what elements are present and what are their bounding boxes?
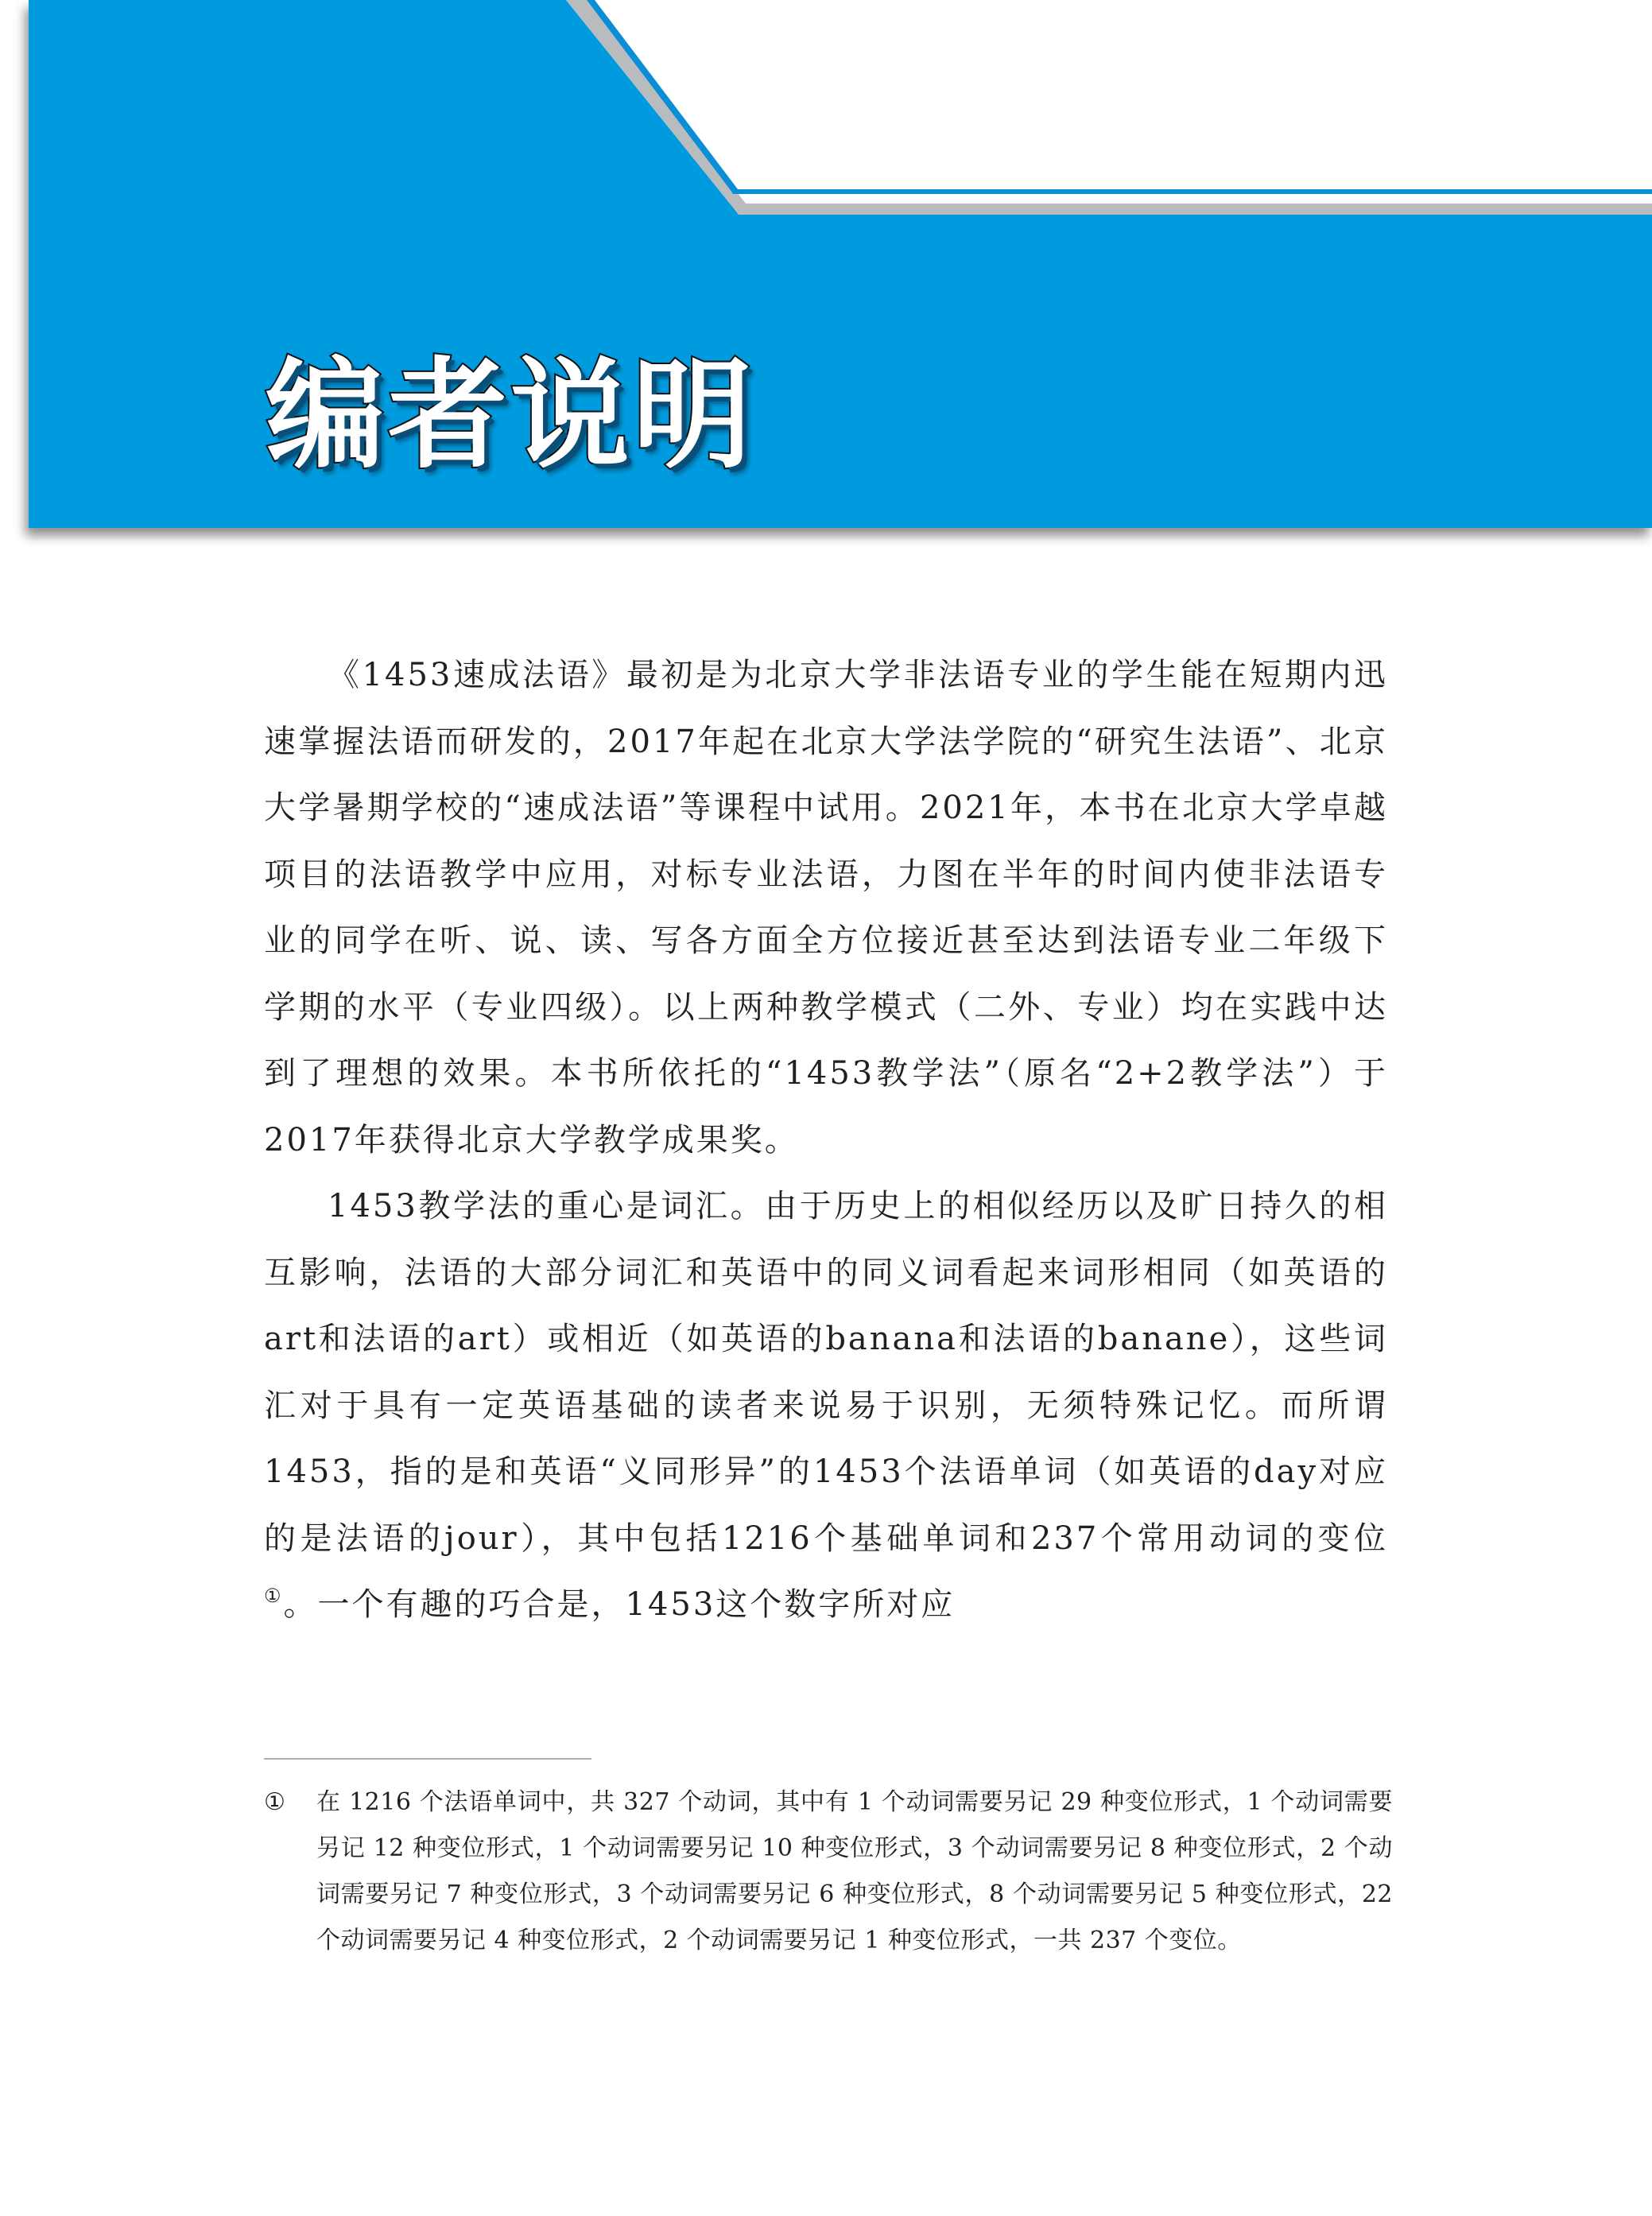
footnote-text: 在 1216 个法语单词中，共 327 个动词，其中有 1 个动词需要另记 29 种变位形式，1 个动词需要另记 12 种变位形式，1 个动词需要另记 10 种变位形式，3 个动词需要另记 8 种变位形式，2 个动词需要另记 7 种变位形式，3 个动词需要另记 6 种变位形式，8 个动词需要另记 5 种变位形式，22 个动词需要另记 4 种变位形式，2 个动词需要另记 1 种变位形式，一共 237 个变位。 <box>316 1788 1393 1954</box>
body-text <box>264 642 1388 1639</box>
footnote-ref[interactable]: ① <box>264 1585 284 1607</box>
paragraph-2-text: 1453教学法的重心是词汇。由于历史上的相似经历以及旷日持久的相互影响，法语的大部分词汇和英语中的同义词看起来词形相同（如英语的art和法语的art）或相近（如英语的banana和法语的banane），这些词汇对于具有一定英语基础的读者来说易于识别，无须特殊记忆。而所谓1453，指的是和英语“义同形异”的1453个法语单词（如英语的day对应的是法语的jour），其中包括1216个基础单词和237个常用动词的变位 <box>264 1188 1388 1557</box>
header-banner <box>0 0 1652 557</box>
footnote <box>264 1779 1393 1964</box>
paragraph-2 <box>264 1174 1388 1639</box>
banner-grey-bar <box>730 204 1652 215</box>
footnote-divider <box>264 1758 591 1760</box>
footnote-mark: ① <box>264 1788 286 1816</box>
page-title: 编者说明 <box>266 345 756 485</box>
paragraph-2-tail: 。一个有趣的巧合是，1453这个数字所对应 <box>283 1586 956 1623</box>
paragraph-1: 《1453速成法语》最初是为北京大学非法语专业的学生能在短期内迅速掌握法语而研发的，2017年起在北京大学法学院的“研究生法语”、北京大学暑期学校的“速成法语”等课程中试用。2021年，本书在北京大学卓越项目的法语教学中应用，对标专业法语，力图在半年的时间内使非法语专业的同学在听、说、读、写各方面全方位接近甚至达到法语专业二年级下学期的水平（专业四级）。以上两种教学模式（二外、专业）均在实践中达到了理想的效果。本书所依托的“1453教学法”（原名“2+2教学法”）于2017年获得北京大学教学成果奖。 <box>264 657 1388 1158</box>
banner-accent-bar <box>730 189 1652 194</box>
